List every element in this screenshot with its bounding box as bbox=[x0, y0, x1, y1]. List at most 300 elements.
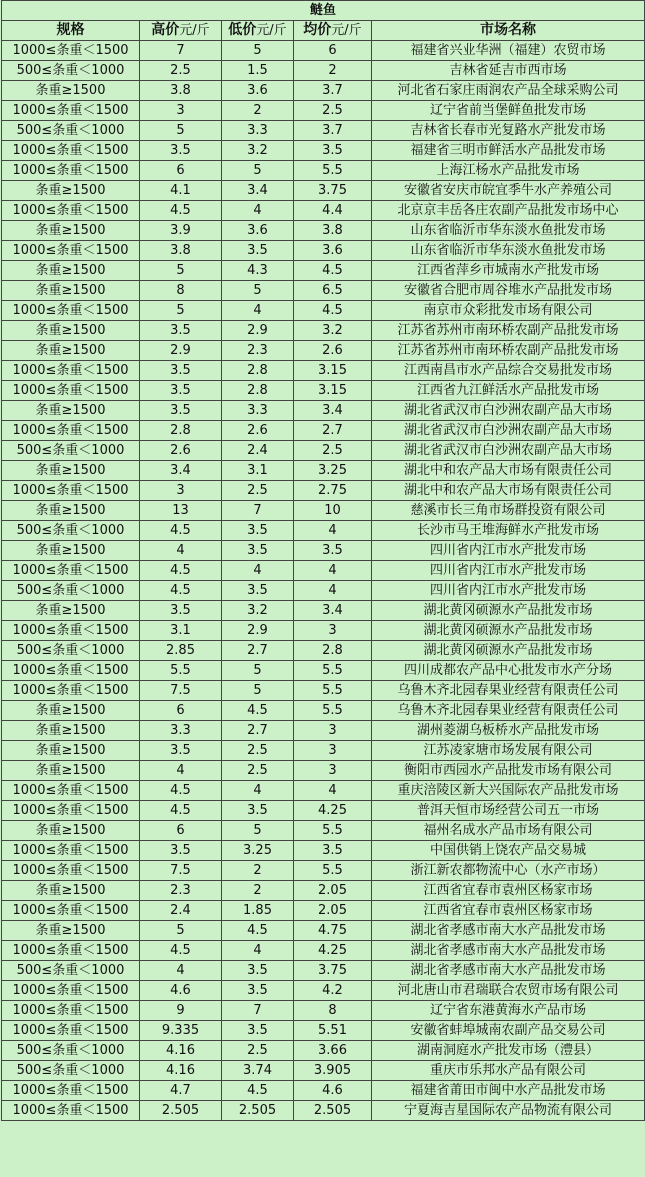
table-row bbox=[2, 921, 645, 941]
cell-spec: 1000≤条重＜1500 bbox=[2, 101, 140, 121]
cell-avg: 2.7 bbox=[294, 421, 372, 441]
cell-market: 南京市众彩批发市场有限公司 bbox=[372, 301, 645, 321]
table-row bbox=[2, 381, 645, 401]
cell-spec: 条重≥1500 bbox=[2, 601, 140, 621]
cell-avg: 3.75 bbox=[294, 961, 372, 981]
cell-low: 3.2 bbox=[222, 141, 294, 161]
table-row bbox=[2, 241, 645, 261]
table-row bbox=[2, 441, 645, 461]
cell-avg: 5.5 bbox=[294, 861, 372, 881]
cell-spec: 条重≥1500 bbox=[2, 181, 140, 201]
cell-high: 3.5 bbox=[140, 741, 222, 761]
table-row bbox=[2, 881, 645, 901]
cell-high: 3.5 bbox=[140, 401, 222, 421]
cell-spec: 500≤条重＜1000 bbox=[2, 961, 140, 981]
cell-market: 慈溪市长三角市场群投资有限公司 bbox=[372, 501, 645, 521]
cell-avg: 6 bbox=[294, 41, 372, 61]
cell-spec: 1000≤条重＜1500 bbox=[2, 801, 140, 821]
cell-low: 4 bbox=[222, 561, 294, 581]
table-row bbox=[2, 161, 645, 181]
header-row bbox=[2, 21, 645, 41]
cell-spec: 条重≥1500 bbox=[2, 881, 140, 901]
cell-avg: 3.4 bbox=[294, 401, 372, 421]
cell-market: 中国供销上饶农产品交易城 bbox=[372, 841, 645, 861]
cell-spec: 500≤条重＜1000 bbox=[2, 521, 140, 541]
cell-avg: 5.5 bbox=[294, 661, 372, 681]
cell-low: 7 bbox=[222, 1001, 294, 1021]
table-row bbox=[2, 221, 645, 241]
cell-spec: 条重≥1500 bbox=[2, 81, 140, 101]
cell-avg: 2.6 bbox=[294, 341, 372, 361]
cell-spec: 1000≤条重＜1500 bbox=[2, 1001, 140, 1021]
cell-high: 3.5 bbox=[140, 361, 222, 381]
table-row bbox=[2, 361, 645, 381]
cell-avg: 3 bbox=[294, 761, 372, 781]
cell-avg: 4.25 bbox=[294, 801, 372, 821]
cell-high: 3.5 bbox=[140, 141, 222, 161]
cell-spec: 1000≤条重＜1500 bbox=[2, 381, 140, 401]
cell-market: 山东省临沂市华东淡水鱼批发市场 bbox=[372, 241, 645, 261]
cell-market: 河北省石家庄雨润农产品全球采购公司 bbox=[372, 81, 645, 101]
cell-low: 5 bbox=[222, 41, 294, 61]
cell-spec: 条重≥1500 bbox=[2, 701, 140, 721]
table-row bbox=[2, 261, 645, 281]
cell-high: 3 bbox=[140, 101, 222, 121]
header-high-label: 高价 bbox=[151, 22, 180, 38]
cell-market: 湖北省孝感市南大水产品批发市场 bbox=[372, 921, 645, 941]
cell-avg: 5.5 bbox=[294, 821, 372, 841]
cell-low: 3.5 bbox=[222, 541, 294, 561]
cell-spec: 1000≤条重＜1500 bbox=[2, 481, 140, 501]
table-row bbox=[2, 141, 645, 161]
cell-spec: 1000≤条重＜1500 bbox=[2, 781, 140, 801]
cell-avg: 4.4 bbox=[294, 201, 372, 221]
table-row bbox=[2, 401, 645, 421]
cell-high: 5.5 bbox=[140, 661, 222, 681]
cell-avg: 4 bbox=[294, 781, 372, 801]
header-low-label: 低价 bbox=[228, 22, 257, 38]
table-row bbox=[2, 1021, 645, 1041]
cell-low: 3.5 bbox=[222, 1021, 294, 1041]
cell-low: 3.6 bbox=[222, 81, 294, 101]
cell-spec: 条重≥1500 bbox=[2, 741, 140, 761]
cell-high: 13 bbox=[140, 501, 222, 521]
table-row bbox=[2, 701, 645, 721]
cell-high: 3.5 bbox=[140, 601, 222, 621]
header-high-unit: 元/斤 bbox=[179, 23, 210, 38]
cell-market: 乌鲁木齐北园春果业经营有限责任公司 bbox=[372, 701, 645, 721]
cell-high: 4.6 bbox=[140, 981, 222, 1001]
cell-avg: 4.5 bbox=[294, 261, 372, 281]
cell-market: 重庆市乐邦水产品有限公司 bbox=[372, 1061, 645, 1081]
cell-low: 2.7 bbox=[222, 721, 294, 741]
cell-avg: 3 bbox=[294, 741, 372, 761]
cell-low: 4.3 bbox=[222, 261, 294, 281]
cell-spec: 1000≤条重＜1500 bbox=[2, 241, 140, 261]
cell-low: 2 bbox=[222, 881, 294, 901]
cell-market: 辽宁省东港黄海水产品市场 bbox=[372, 1001, 645, 1021]
cell-spec: 1000≤条重＜1500 bbox=[2, 561, 140, 581]
table-row bbox=[2, 781, 645, 801]
cell-market: 湖北省孝感市南大水产品批发市场 bbox=[372, 941, 645, 961]
cell-avg: 2.75 bbox=[294, 481, 372, 501]
cell-low: 2.5 bbox=[222, 761, 294, 781]
cell-low: 2.6 bbox=[222, 421, 294, 441]
table-row bbox=[2, 521, 645, 541]
cell-high: 3.8 bbox=[140, 81, 222, 101]
cell-avg: 3.15 bbox=[294, 361, 372, 381]
cell-low: 4.5 bbox=[222, 1081, 294, 1101]
cell-spec: 1000≤条重＜1500 bbox=[2, 901, 140, 921]
cell-market: 江西省萍乡市城南水产批发市场 bbox=[372, 261, 645, 281]
cell-low: 5 bbox=[222, 161, 294, 181]
table-row bbox=[2, 1101, 645, 1121]
cell-spec: 条重≥1500 bbox=[2, 321, 140, 341]
cell-avg: 5.5 bbox=[294, 681, 372, 701]
header-avg-unit: 元/斤 bbox=[331, 23, 362, 38]
cell-spec: 条重≥1500 bbox=[2, 501, 140, 521]
cell-avg: 3.6 bbox=[294, 241, 372, 261]
cell-market: 湖北省武汉市白沙洲农副产品大市场 bbox=[372, 401, 645, 421]
header-low bbox=[222, 21, 294, 41]
cell-high: 5 bbox=[140, 121, 222, 141]
cell-market: 湖北黄冈硕源水产品批发市场 bbox=[372, 601, 645, 621]
cell-low: 1.5 bbox=[222, 61, 294, 81]
cell-low: 3.74 bbox=[222, 1061, 294, 1081]
cell-avg: 4.75 bbox=[294, 921, 372, 941]
table-row bbox=[2, 181, 645, 201]
cell-high: 6 bbox=[140, 161, 222, 181]
cell-spec: 1000≤条重＜1500 bbox=[2, 621, 140, 641]
cell-spec: 1000≤条重＜1500 bbox=[2, 1101, 140, 1121]
cell-high: 9.335 bbox=[140, 1021, 222, 1041]
cell-high: 4 bbox=[140, 961, 222, 981]
cell-market: 江苏凌家塘市场发展有限公司 bbox=[372, 741, 645, 761]
cell-market: 湖北黄冈硕源水产品批发市场 bbox=[372, 641, 645, 661]
cell-avg: 3 bbox=[294, 721, 372, 741]
table-row bbox=[2, 61, 645, 81]
cell-high: 5 bbox=[140, 301, 222, 321]
table-body bbox=[2, 41, 645, 1121]
table-row bbox=[2, 481, 645, 501]
cell-high: 5 bbox=[140, 261, 222, 281]
cell-low: 4 bbox=[222, 781, 294, 801]
cell-market: 长沙市马王堆海鲜水产批发市场 bbox=[372, 521, 645, 541]
cell-low: 2 bbox=[222, 101, 294, 121]
cell-high: 2.6 bbox=[140, 441, 222, 461]
cell-low: 2.5 bbox=[222, 1041, 294, 1061]
cell-market: 山东省临沂市华东淡水鱼批发市场 bbox=[372, 221, 645, 241]
table-row bbox=[2, 121, 645, 141]
cell-spec: 1000≤条重＜1500 bbox=[2, 941, 140, 961]
cell-spec: 1000≤条重＜1500 bbox=[2, 861, 140, 881]
cell-market: 四川省内江市水产批发市场 bbox=[372, 541, 645, 561]
header-high bbox=[140, 21, 222, 41]
cell-market: 福建省兴业华洲（福建）农贸市场 bbox=[372, 41, 645, 61]
cell-low: 3.5 bbox=[222, 241, 294, 261]
cell-low: 3.3 bbox=[222, 401, 294, 421]
cell-low: 2.5 bbox=[222, 481, 294, 501]
cell-avg: 3.25 bbox=[294, 461, 372, 481]
cell-spec: 1000≤条重＜1500 bbox=[2, 421, 140, 441]
cell-market: 四川省内江市水产批发市场 bbox=[372, 581, 645, 601]
cell-avg: 3.8 bbox=[294, 221, 372, 241]
cell-spec: 1000≤条重＜1500 bbox=[2, 661, 140, 681]
table-row bbox=[2, 301, 645, 321]
cell-high: 2.4 bbox=[140, 901, 222, 921]
table-row bbox=[2, 661, 645, 681]
cell-avg: 3.75 bbox=[294, 181, 372, 201]
cell-spec: 条重≥1500 bbox=[2, 761, 140, 781]
table-row bbox=[2, 1041, 645, 1061]
cell-low: 2.7 bbox=[222, 641, 294, 661]
cell-low: 3.6 bbox=[222, 221, 294, 241]
cell-market: 四川成都农产品中心批发市水产分场 bbox=[372, 661, 645, 681]
cell-low: 4 bbox=[222, 941, 294, 961]
table-row bbox=[2, 281, 645, 301]
header-spec: 规格 bbox=[2, 21, 140, 41]
table-row bbox=[2, 941, 645, 961]
cell-avg: 3.7 bbox=[294, 121, 372, 141]
cell-avg: 4 bbox=[294, 521, 372, 541]
cell-spec: 条重≥1500 bbox=[2, 401, 140, 421]
table-row bbox=[2, 741, 645, 761]
cell-spec: 1000≤条重＜1500 bbox=[2, 301, 140, 321]
cell-avg: 4.6 bbox=[294, 1081, 372, 1101]
cell-spec: 500≤条重＜1000 bbox=[2, 1061, 140, 1081]
cell-market: 辽宁省前当堡鲜鱼批发市场 bbox=[372, 101, 645, 121]
cell-spec: 1000≤条重＜1500 bbox=[2, 41, 140, 61]
cell-spec: 1000≤条重＜1500 bbox=[2, 681, 140, 701]
table-row bbox=[2, 841, 645, 861]
cell-market: 江西省九江鲜活水产品批发市场 bbox=[372, 381, 645, 401]
cell-market: 四川省内江市水产批发市场 bbox=[372, 561, 645, 581]
cell-spec: 500≤条重＜1000 bbox=[2, 61, 140, 81]
cell-high: 4.1 bbox=[140, 181, 222, 201]
cell-avg: 3.5 bbox=[294, 841, 372, 861]
cell-low: 3.5 bbox=[222, 521, 294, 541]
cell-low: 2.8 bbox=[222, 381, 294, 401]
cell-low: 3.1 bbox=[222, 461, 294, 481]
cell-avg: 2.505 bbox=[294, 1101, 372, 1121]
table-row bbox=[2, 681, 645, 701]
cell-market: 江苏省苏州市南环桥农副产品批发市场 bbox=[372, 341, 645, 361]
cell-low: 3.5 bbox=[222, 981, 294, 1001]
cell-market: 北京京丰岳各庄农副产品批发市场中心 bbox=[372, 201, 645, 221]
cell-avg: 3.2 bbox=[294, 321, 372, 341]
cell-market: 江西省宜春市袁州区杨家市场 bbox=[372, 901, 645, 921]
cell-market: 安徽省合肥市周谷堆水产品批发市场 bbox=[372, 281, 645, 301]
cell-spec: 条重≥1500 bbox=[2, 261, 140, 281]
cell-low: 3.5 bbox=[222, 581, 294, 601]
cell-high: 3.5 bbox=[140, 841, 222, 861]
cell-high: 4.16 bbox=[140, 1061, 222, 1081]
cell-spec: 条重≥1500 bbox=[2, 341, 140, 361]
table-row bbox=[2, 321, 645, 341]
cell-spec: 1000≤条重＜1500 bbox=[2, 201, 140, 221]
cell-avg: 3.66 bbox=[294, 1041, 372, 1061]
cell-low: 5 bbox=[222, 821, 294, 841]
cell-spec: 条重≥1500 bbox=[2, 721, 140, 741]
cell-avg: 3.5 bbox=[294, 541, 372, 561]
cell-high: 6 bbox=[140, 821, 222, 841]
cell-low: 2.3 bbox=[222, 341, 294, 361]
cell-high: 7.5 bbox=[140, 681, 222, 701]
cell-avg: 3.905 bbox=[294, 1061, 372, 1081]
table-row bbox=[2, 561, 645, 581]
cell-avg: 5.5 bbox=[294, 161, 372, 181]
cell-avg: 4.5 bbox=[294, 301, 372, 321]
cell-high: 7.5 bbox=[140, 861, 222, 881]
table-row bbox=[2, 541, 645, 561]
cell-spec: 1000≤条重＜1500 bbox=[2, 161, 140, 181]
cell-high: 4.5 bbox=[140, 521, 222, 541]
table-row bbox=[2, 961, 645, 981]
cell-market: 福建省三明市鲜活水产品批发市场 bbox=[372, 141, 645, 161]
table-row bbox=[2, 1061, 645, 1081]
cell-market: 湖州菱湖乌板桥水产品批发市场 bbox=[372, 721, 645, 741]
table-row bbox=[2, 721, 645, 741]
cell-spec: 1000≤条重＜1500 bbox=[2, 1081, 140, 1101]
table-title: 鲢鱼 bbox=[2, 1, 645, 21]
cell-low: 3.5 bbox=[222, 961, 294, 981]
cell-high: 4.7 bbox=[140, 1081, 222, 1101]
cell-market: 衡阳市西园水产品批发市场有限公司 bbox=[372, 761, 645, 781]
table-row bbox=[2, 621, 645, 641]
table-row bbox=[2, 761, 645, 781]
cell-avg: 2.05 bbox=[294, 881, 372, 901]
cell-market: 湖南洞庭水产批发市场（澧县） bbox=[372, 1041, 645, 1061]
cell-market: 吉林省长春市光复路水产批发市场 bbox=[372, 121, 645, 141]
table-row bbox=[2, 641, 645, 661]
cell-market: 江西省宜春市袁州区杨家市场 bbox=[372, 881, 645, 901]
cell-market: 吉林省延吉市西市场 bbox=[372, 61, 645, 81]
cell-spec: 1000≤条重＜1500 bbox=[2, 981, 140, 1001]
cell-high: 4.5 bbox=[140, 561, 222, 581]
cell-spec: 1000≤条重＜1500 bbox=[2, 841, 140, 861]
cell-market: 安徽省安庆市皖宜季牛水产养殖公司 bbox=[372, 181, 645, 201]
table-row bbox=[2, 461, 645, 481]
cell-avg: 5.51 bbox=[294, 1021, 372, 1041]
cell-avg: 2.8 bbox=[294, 641, 372, 661]
cell-market: 普洱天恒市场经营公司五一市场 bbox=[372, 801, 645, 821]
cell-high: 4.5 bbox=[140, 581, 222, 601]
cell-high: 2.85 bbox=[140, 641, 222, 661]
table-row bbox=[2, 901, 645, 921]
table-row bbox=[2, 201, 645, 221]
header-low-unit: 元/斤 bbox=[256, 23, 287, 38]
cell-low: 2.4 bbox=[222, 441, 294, 461]
cell-high: 4.5 bbox=[140, 941, 222, 961]
cell-spec: 条重≥1500 bbox=[2, 281, 140, 301]
cell-high: 5 bbox=[140, 921, 222, 941]
cell-high: 3.9 bbox=[140, 221, 222, 241]
table-row bbox=[2, 601, 645, 621]
cell-avg: 4.25 bbox=[294, 941, 372, 961]
cell-high: 4.16 bbox=[140, 1041, 222, 1061]
cell-market: 福建省莆田市闽中水产品批发市场 bbox=[372, 1081, 645, 1101]
price-table bbox=[1, 0, 645, 1121]
cell-high: 2.3 bbox=[140, 881, 222, 901]
table-row bbox=[2, 801, 645, 821]
table-row bbox=[2, 101, 645, 121]
cell-low: 7 bbox=[222, 501, 294, 521]
table-row bbox=[2, 421, 645, 441]
cell-spec: 500≤条重＜1000 bbox=[2, 641, 140, 661]
cell-high: 9 bbox=[140, 1001, 222, 1021]
header-avg-label: 均价 bbox=[303, 22, 332, 38]
cell-low: 3.2 bbox=[222, 601, 294, 621]
cell-avg: 2.5 bbox=[294, 101, 372, 121]
cell-low: 1.85 bbox=[222, 901, 294, 921]
cell-low: 3.4 bbox=[222, 181, 294, 201]
cell-high: 4.5 bbox=[140, 781, 222, 801]
cell-high: 4 bbox=[140, 761, 222, 781]
cell-spec: 500≤条重＜1000 bbox=[2, 441, 140, 461]
cell-low: 2.9 bbox=[222, 321, 294, 341]
cell-spec: 500≤条重＜1000 bbox=[2, 121, 140, 141]
cell-high: 3.4 bbox=[140, 461, 222, 481]
table-row bbox=[2, 1081, 645, 1101]
cell-low: 4.5 bbox=[222, 701, 294, 721]
cell-avg: 3.15 bbox=[294, 381, 372, 401]
cell-avg: 3 bbox=[294, 621, 372, 641]
table-row bbox=[2, 821, 645, 841]
cell-high: 2.8 bbox=[140, 421, 222, 441]
cell-spec: 1000≤条重＜1500 bbox=[2, 141, 140, 161]
cell-low: 3.25 bbox=[222, 841, 294, 861]
cell-low: 4.5 bbox=[222, 921, 294, 941]
cell-high: 7 bbox=[140, 41, 222, 61]
cell-avg: 4 bbox=[294, 561, 372, 581]
cell-avg: 10 bbox=[294, 501, 372, 521]
cell-low: 3.3 bbox=[222, 121, 294, 141]
cell-low: 4 bbox=[222, 201, 294, 221]
table-row bbox=[2, 341, 645, 361]
cell-low: 5 bbox=[222, 281, 294, 301]
cell-high: 3.3 bbox=[140, 721, 222, 741]
cell-high: 2.5 bbox=[140, 61, 222, 81]
cell-low: 5 bbox=[222, 661, 294, 681]
cell-market: 湖北省武汉市白沙洲农副产品大市场 bbox=[372, 421, 645, 441]
cell-market: 湖北省孝感市南大水产品批发市场 bbox=[372, 961, 645, 981]
cell-low: 3.5 bbox=[222, 801, 294, 821]
cell-high: 6 bbox=[140, 701, 222, 721]
table-row bbox=[2, 981, 645, 1001]
cell-high: 2.9 bbox=[140, 341, 222, 361]
cell-avg: 8 bbox=[294, 1001, 372, 1021]
cell-high: 4.5 bbox=[140, 801, 222, 821]
cell-spec: 1000≤条重＜1500 bbox=[2, 361, 140, 381]
cell-low: 2.8 bbox=[222, 361, 294, 381]
header-avg bbox=[294, 21, 372, 41]
cell-low: 2 bbox=[222, 861, 294, 881]
cell-market: 湖北省武汉市白沙洲农副产品大市场 bbox=[372, 441, 645, 461]
cell-spec: 条重≥1500 bbox=[2, 821, 140, 841]
cell-avg: 2.5 bbox=[294, 441, 372, 461]
cell-spec: 条重≥1500 bbox=[2, 221, 140, 241]
cell-avg: 2.05 bbox=[294, 901, 372, 921]
title-row bbox=[2, 1, 645, 21]
cell-low: 2.505 bbox=[222, 1101, 294, 1121]
cell-market: 河北唐山市君瑞联合农贸市场有限公司 bbox=[372, 981, 645, 1001]
cell-avg: 4 bbox=[294, 581, 372, 601]
cell-high: 3.1 bbox=[140, 621, 222, 641]
cell-high: 3.8 bbox=[140, 241, 222, 261]
cell-high: 4 bbox=[140, 541, 222, 561]
cell-market: 湖北中和农产品大市场有限责任公司 bbox=[372, 481, 645, 501]
cell-market: 宁夏海吉星国际农产品物流有限公司 bbox=[372, 1101, 645, 1121]
